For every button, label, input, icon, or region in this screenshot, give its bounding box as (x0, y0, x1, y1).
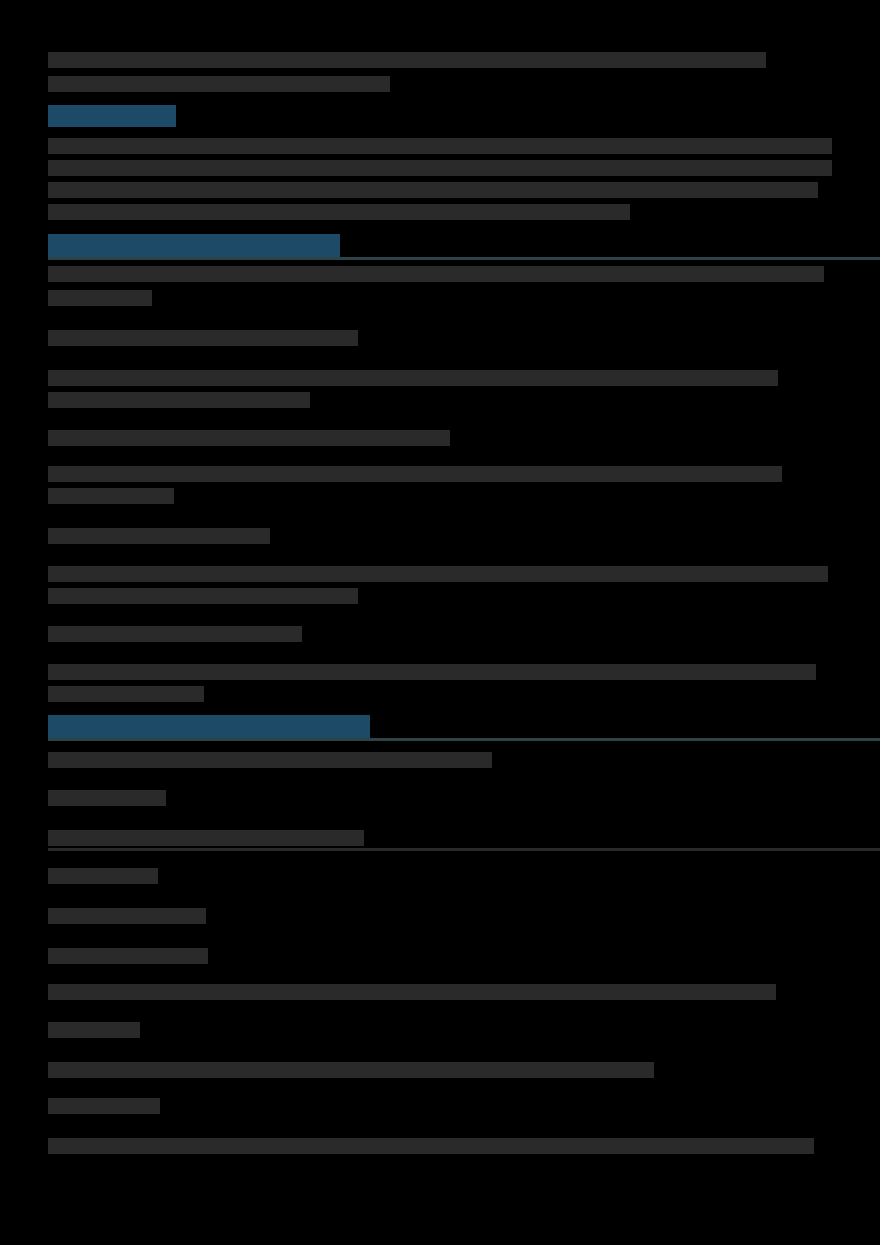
text-line (48, 830, 364, 846)
text-line (48, 1138, 814, 1154)
text-line (48, 626, 302, 642)
text-line (48, 1062, 654, 1078)
text-line (48, 790, 166, 806)
text-line (48, 52, 766, 68)
text-line (48, 76, 390, 92)
text-line (48, 430, 450, 446)
text-line (48, 908, 206, 924)
text-line (48, 566, 828, 582)
section-heading (48, 105, 176, 127)
text-line (48, 466, 782, 482)
text-line (48, 182, 818, 198)
text-line (48, 290, 152, 306)
text-line (48, 528, 270, 544)
text-line (48, 868, 158, 884)
text-line (48, 488, 174, 504)
section-heading (48, 234, 340, 258)
separator-rule (48, 848, 880, 851)
text-line (48, 204, 630, 220)
text-line (48, 370, 778, 386)
section-heading (48, 715, 370, 739)
text-line (48, 392, 310, 408)
text-line (48, 588, 358, 604)
text-line (48, 664, 816, 680)
text-line (48, 984, 776, 1000)
text-line (48, 752, 492, 768)
text-line (48, 686, 204, 702)
text-line (48, 1098, 160, 1114)
heading-rule (48, 738, 880, 741)
text-line (48, 948, 208, 964)
heading-rule (48, 257, 880, 260)
text-line (48, 266, 824, 282)
text-line (48, 160, 832, 176)
text-line (48, 138, 832, 154)
text-line (48, 330, 358, 346)
text-line (48, 1022, 140, 1038)
